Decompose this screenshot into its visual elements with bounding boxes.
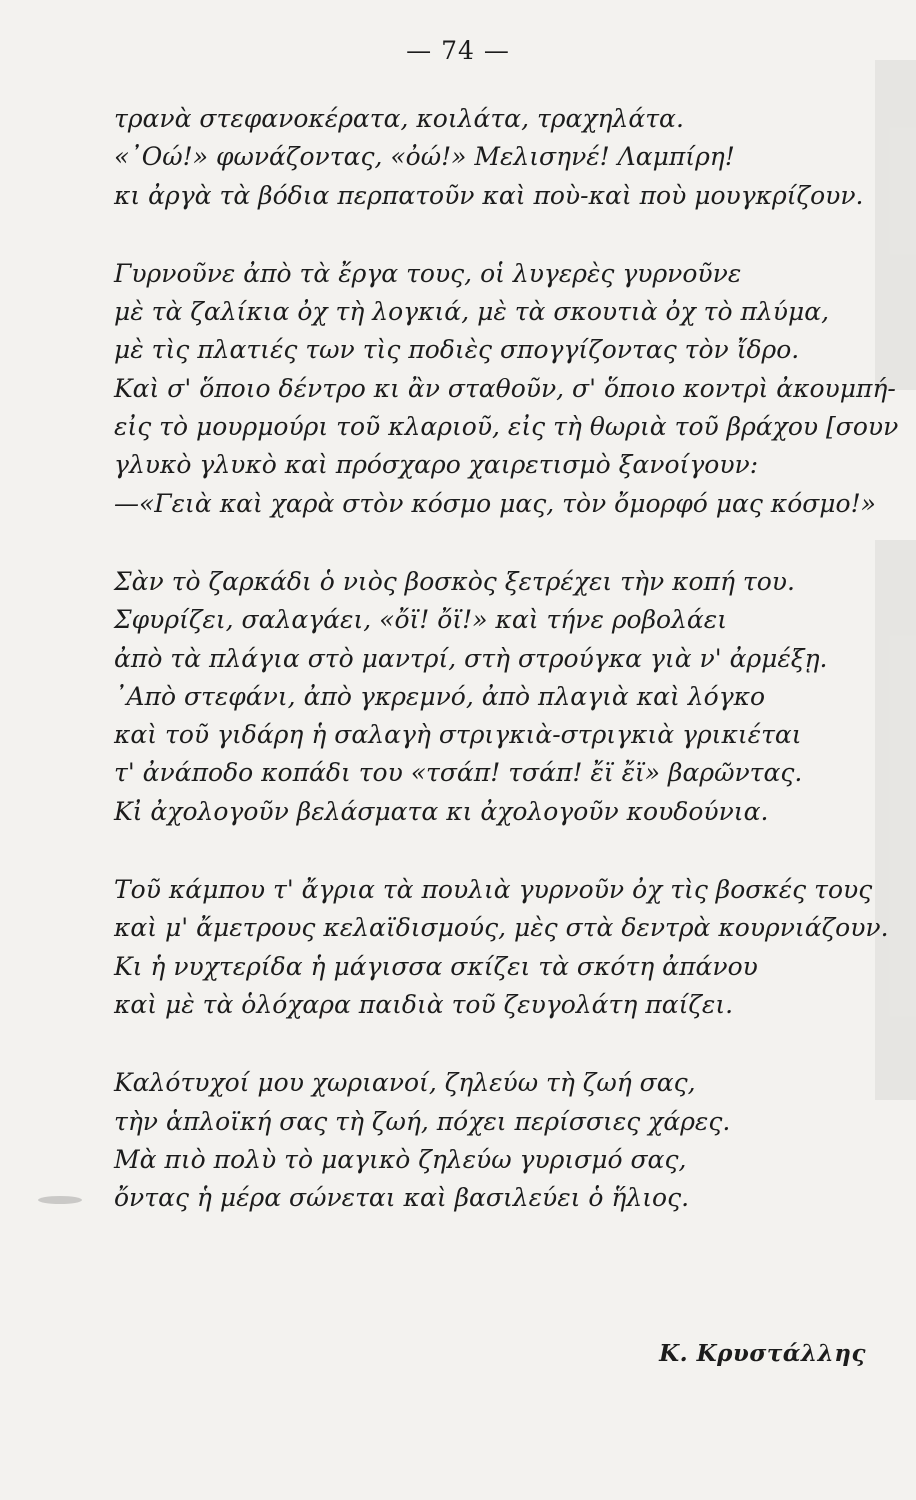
stanza-3 bbox=[114, 563, 904, 831]
poem-line: ἀπὸ τὰ πλάγια στὸ μαντρί, στὴ στρούγκα γιὰ ν' ἀρμέξῃ. bbox=[114, 643, 828, 673]
poem-line: μὲ τὰ ζαλίκια ὀχ τὴ λογκιά, μὲ τὰ σκουτιὰ ὀχ τὸ πλύμα, bbox=[114, 297, 830, 327]
poem-line: τρανὰ στεφανοκέρατα, κοιλάτα, τραχηλάτα. bbox=[114, 104, 684, 133]
author-signature: Κ. Κρυστάλλης bbox=[659, 1340, 866, 1367]
poem-line: καὶ μὲ τὰ ὁλόχαρα παιδιὰ τοῦ ζευγολάτη παίζει. bbox=[114, 989, 734, 1019]
poem-line: Σὰν τὸ ζαρκάδι ὁ νιὸς βοσκὸς ξετρέχει τὴν κοπή του. bbox=[114, 566, 795, 596]
poem-body bbox=[114, 100, 904, 1217]
poem-line: Μὰ πιὸ πολὺ τὸ μαγικὸ ζηλεύω γυρισμό σας, bbox=[114, 1144, 687, 1174]
poem-line: Γυρνοῦνε ἀπὸ τὰ ἔργα τους, οἱ λυγερὲς γυρνοῦνε bbox=[114, 258, 742, 288]
stanza-1 bbox=[114, 100, 904, 215]
poem-line: «᾿Οώ!» φωνάζοντας, «ὀώ!» Μελισηνέ! Λαμπίρη! bbox=[114, 142, 735, 172]
ink-smudge bbox=[38, 1196, 82, 1204]
poem-line: Κι ἡ νυχτερίδα ἡ μάγισσα σκίζει τὰ σκότη ἀπάνου bbox=[114, 951, 758, 981]
poem-line: τὴν ἁπλοϊκή σας τὴ ζωή, πόχει περίσσιες χάρες. bbox=[114, 1106, 731, 1136]
poem-line: —«Γειὰ καὶ χαρὰ στὸν κόσμο μας, τὸν ὄμορφό μας κόσμο!» bbox=[114, 488, 876, 518]
poem-line: γλυκὸ γλυκὸ καὶ πρόσχαρο χαιρετισμὸ ξανοίγουν: bbox=[114, 450, 759, 480]
poem-line: ᾿Απὸ στεφάνι, ἀπὸ γκρεμνό, ἀπὸ πλαγιὰ καὶ λόγκο bbox=[114, 681, 766, 711]
stanza-4 bbox=[114, 871, 904, 1024]
poem-line: καὶ τοῦ γιδάρη ἡ σαλαγὴ στριγκιὰ-στριγκιὰ γρικιέται bbox=[114, 720, 802, 750]
poem-line: Καὶ σ' ὅποιο δέντρο κι ἂν σταθοῦν, σ' ὅποιο κοντρὶ ἀκουμπή- bbox=[114, 373, 896, 403]
poem-line: Τοῦ κάμπου τ' ἄγρια τὰ πουλιὰ γυρνοῦν ὀχ τὶς βοσκές τους bbox=[114, 875, 873, 905]
poem-line: εἰς τὸ μουρμούρι τοῦ κλαριοῦ, εἰς τὴ θωριὰ τοῦ βράχου [σουν bbox=[114, 412, 899, 442]
poem-line: ὄντας ἡ μέρα σώνεται καὶ βασιλεύει ὁ ἥλιος. bbox=[114, 1183, 690, 1213]
stanza-5 bbox=[114, 1064, 904, 1217]
page-number: — 74 — bbox=[406, 36, 510, 65]
poem-line: κι ἀργὰ τὰ βόδια περπατοῦν καὶ ποὺ-καὶ ποὺ μουγκρίζουν. bbox=[114, 180, 864, 210]
poem-line: καὶ μ' ἄμετρους κελαϊδισμούς, μὲς στὰ δεντρὰ κουρνιάζουν. bbox=[114, 913, 889, 943]
poem-line: τ' ἀνάποδο κοπάδι του «τσάπ! τσάπ! ἔϊ ἔϊ» βαρῶντας. bbox=[114, 758, 803, 788]
poem-line: Κἰ ἀχολογοῦν βελάσματα κι ἀχολογοῦν κουδούνια. bbox=[114, 796, 769, 826]
poem-line: Καλότυχοί μου χωριανοί, ζηλεύω τὴ ζωή σας, bbox=[114, 1068, 696, 1098]
poem-line: Σφυρίζει, σαλαγάει, «ὄϊ! ὄϊ!» καὶ τήνε ροβολάει bbox=[114, 605, 728, 635]
stanza-2 bbox=[114, 255, 904, 523]
poem-line: μὲ τὶς πλατιές των τὶς ποδιὲς σπογγίζοντας τὸν ἴδρο. bbox=[114, 335, 800, 365]
